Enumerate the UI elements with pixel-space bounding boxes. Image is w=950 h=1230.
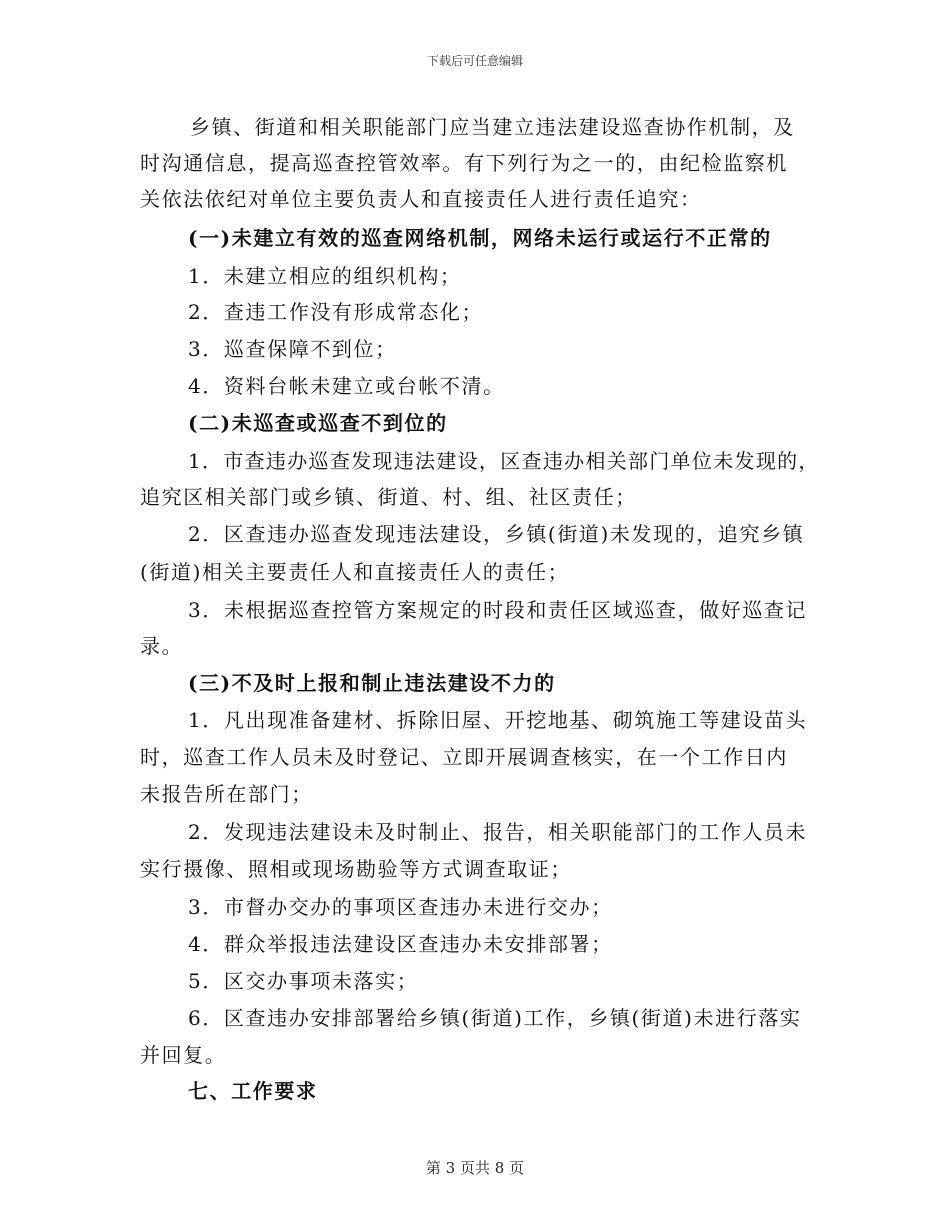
list-item: 4．群众举报违法建设区查违办未安排部署； xyxy=(188,932,613,956)
list-item: 3．市督办交办的事项区查违办未进行交办； xyxy=(188,895,613,919)
body-line: (街道)相关主要责任人和直接责任人的责任； xyxy=(140,560,570,584)
list-item: 4．资料台帐未建立或台帐不清。 xyxy=(188,374,505,398)
section-heading: 七、工作要求 xyxy=(188,1079,318,1103)
list-item: 1．市查违办巡查发现违法建设，区查违办相关部门单位未发现的， xyxy=(188,449,820,473)
body-line: 时沟通信息，提高巡查控管效率。有下列行为之一的，由纪检监察机 xyxy=(140,151,788,175)
list-item: 3．巡查保障不到位； xyxy=(188,337,397,361)
list-item: 2．区查违办巡查发现违法建设，乡镇(街道)未发现的，追究乡镇 xyxy=(188,522,805,546)
body-line: 乡镇、街道和相关职能部门应当建立违法建设巡查协作机制，及 xyxy=(190,115,795,139)
section-heading: (二)未巡查或巡查不到位的 xyxy=(188,411,448,435)
page-header: 下载后可任意编辑 xyxy=(426,54,523,68)
section-heading: (一)未建立有效的巡查网络机制，网络未运行或运行不正常的 xyxy=(188,226,772,250)
body-line: 并回复。 xyxy=(140,1043,227,1067)
body-line: 实行摄像、照相或现场勘验等方式调查取证； xyxy=(140,857,572,881)
list-item: 1．凡出现准备建材、拆除旧屋、开挖地基、砌筑施工等建设苗头 xyxy=(188,708,808,732)
body-line: 追究区相关部门或乡镇、街道、村、组、社区责任； xyxy=(140,485,637,509)
list-item: 3．未根据巡查控管方案规定的时段和责任区域巡查，做好巡查记 xyxy=(188,598,808,622)
list-item: 2．发现违法建设未及时制止、报告，相关职能部门的工作人员未 xyxy=(188,820,808,844)
list-item: 1．未建立相应的组织机构； xyxy=(188,264,462,288)
body-line: 录。 xyxy=(140,634,184,658)
body-line: 未报告所在部门； xyxy=(140,782,313,806)
page-footer: 第 3 页共 8 页 xyxy=(425,1159,525,1177)
body-line: 关依法依纪对单位主要负责人和直接责任人进行责任追究： xyxy=(140,187,702,211)
list-item: 6．区查违办安排部署给乡镇(街道)工作，乡镇(街道)未进行落实 xyxy=(188,1006,802,1030)
section-heading: (三)不及时上报和制止违法建设不力的 xyxy=(188,671,556,695)
body-line: 时，巡查工作人员未及时登记、立即开展调查核实，在一个工作日内 xyxy=(140,745,788,769)
list-item: 5．区交办事项未落实； xyxy=(188,969,419,993)
list-item: 2．查违工作没有形成常态化； xyxy=(188,300,484,324)
